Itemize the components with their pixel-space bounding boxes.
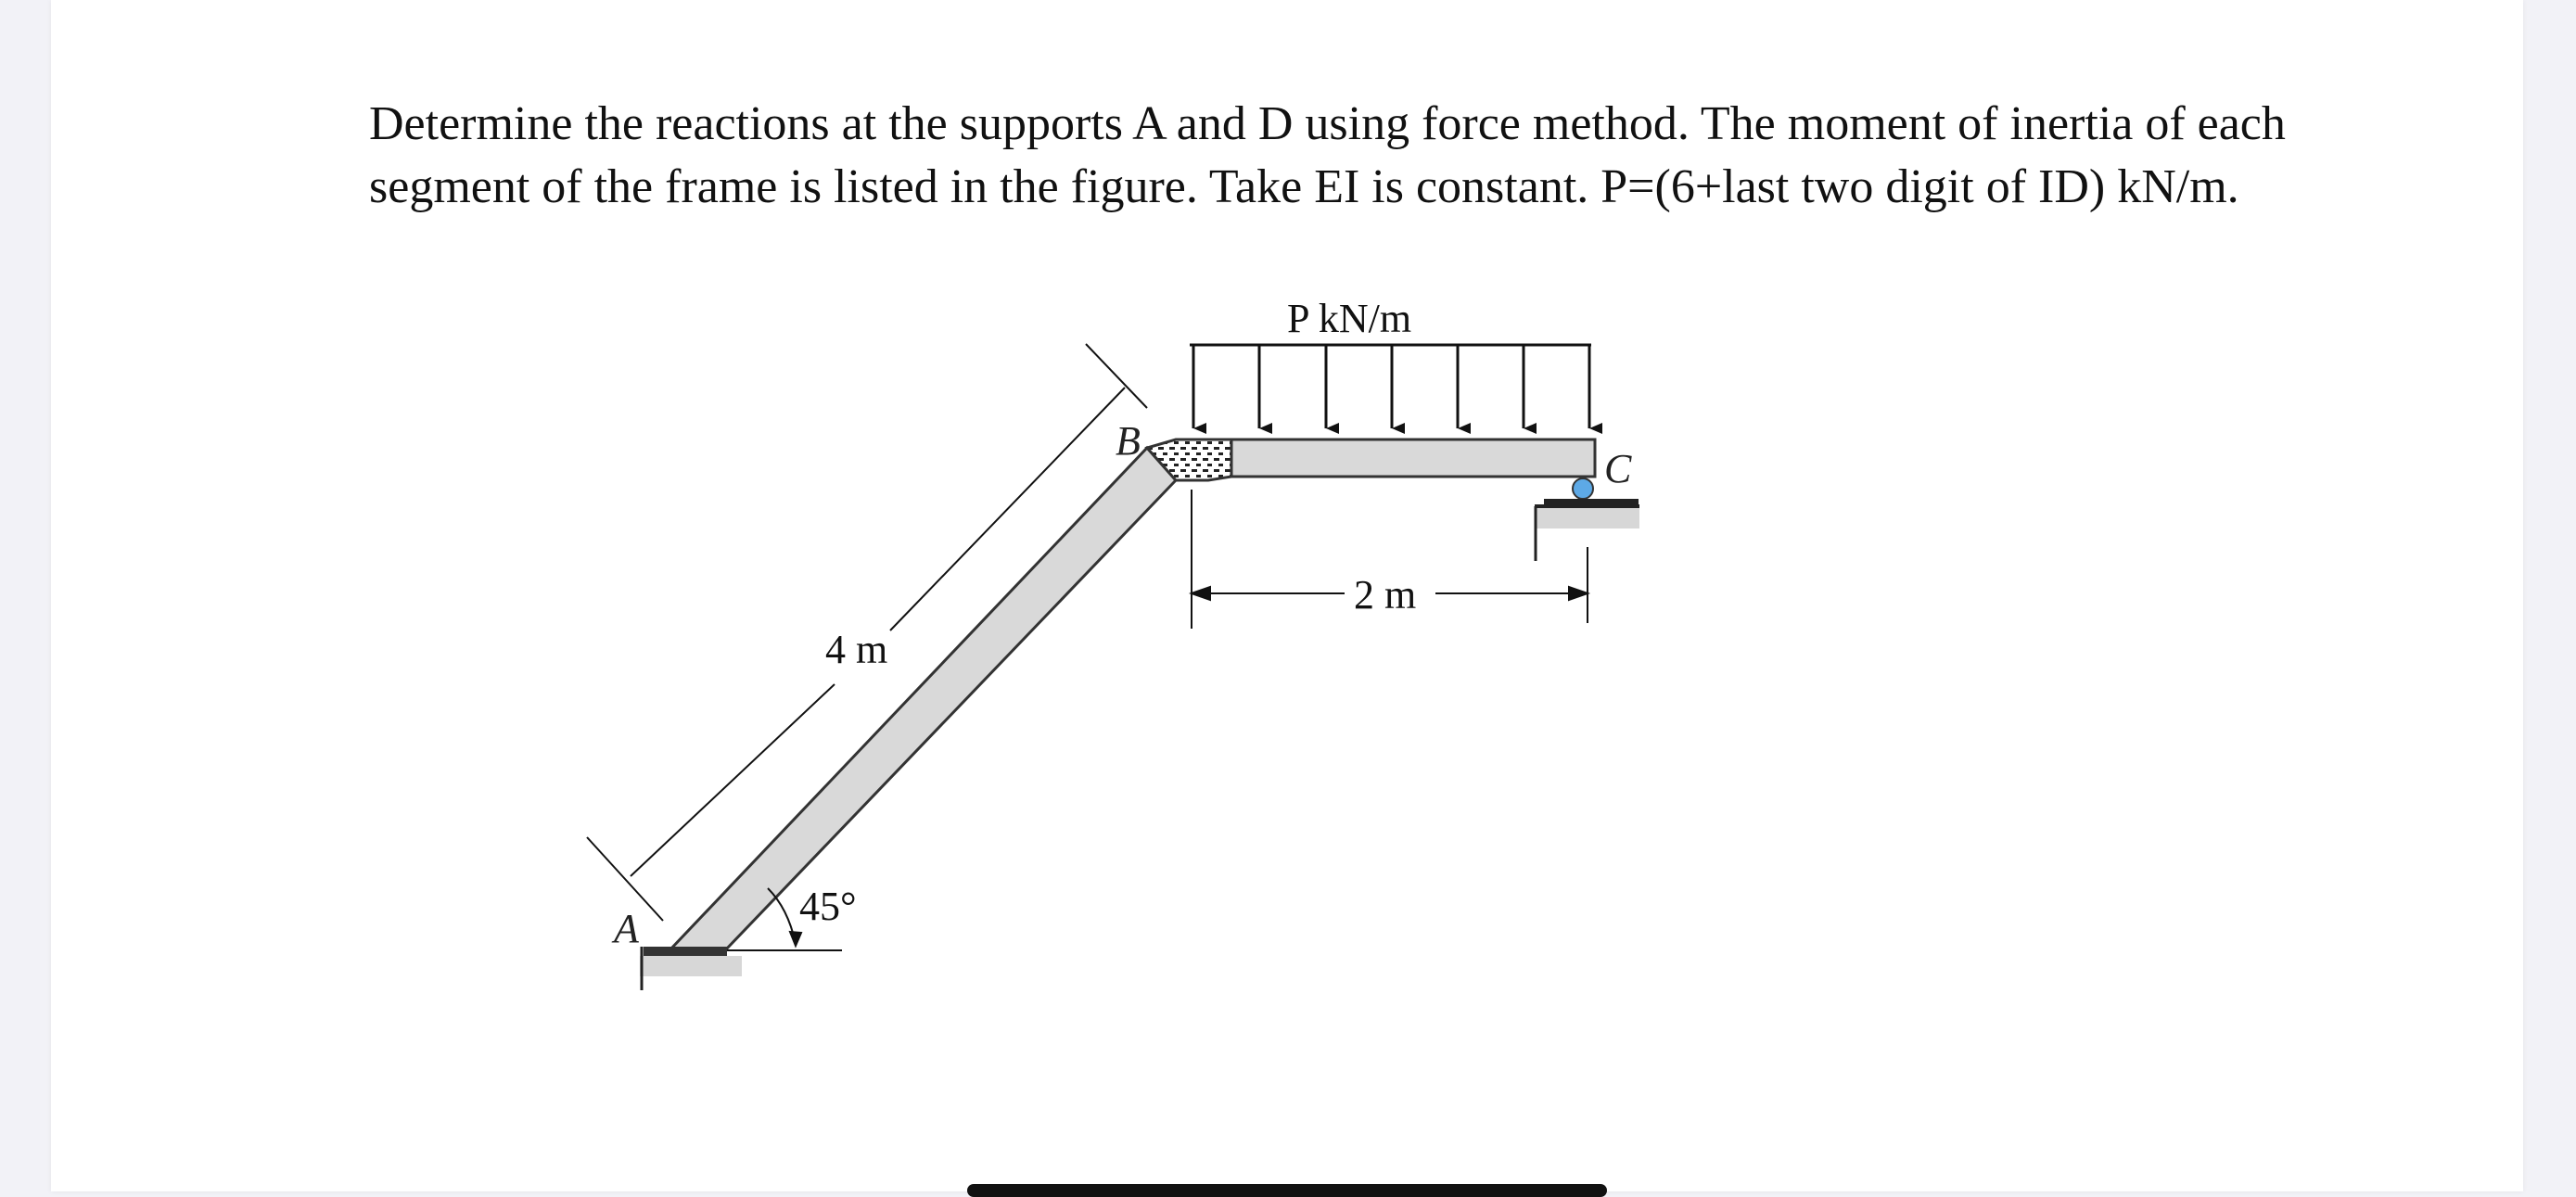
- point-a-label: A: [614, 906, 639, 951]
- angle-label: 45°: [799, 884, 857, 929]
- fixed-support-base: [644, 947, 727, 956]
- load-arrows: [1193, 345, 1589, 428]
- roller-plate: [1544, 499, 1639, 504]
- horizontal-beam: [1231, 439, 1595, 477]
- angle-arrow: [790, 932, 801, 946]
- fixed-support-a: [640, 947, 742, 990]
- point-b-label: B: [1116, 418, 1141, 464]
- inclined-length-label: 4 m: [825, 627, 888, 672]
- distributed-load: [1190, 296, 1591, 428]
- point-c-label: C: [1604, 446, 1632, 491]
- home-indicator[interactable]: [967, 1184, 1607, 1197]
- problem-line-1: Determine the reactions at the supports A and D using force method. The moment of inertia of each: [369, 97, 2286, 150]
- inclined-member: [670, 448, 1176, 950]
- dimension-arrow: [1192, 587, 1210, 600]
- horizontal-length-label: 2 m: [1354, 572, 1417, 618]
- fixed-support-ground: [640, 956, 742, 976]
- roller-icon: [1573, 478, 1593, 499]
- dimension-arrow: [1569, 587, 1588, 600]
- roller-ground-fill: [1536, 508, 1639, 528]
- load-label: P kN/m: [1287, 296, 1412, 341]
- dimension-extension-line: [1086, 344, 1147, 408]
- problem-line-2: segment of the frame is listed in the figure. Take EI is constant. P=(6+last two digit of ID) kN/m.: [369, 160, 2239, 213]
